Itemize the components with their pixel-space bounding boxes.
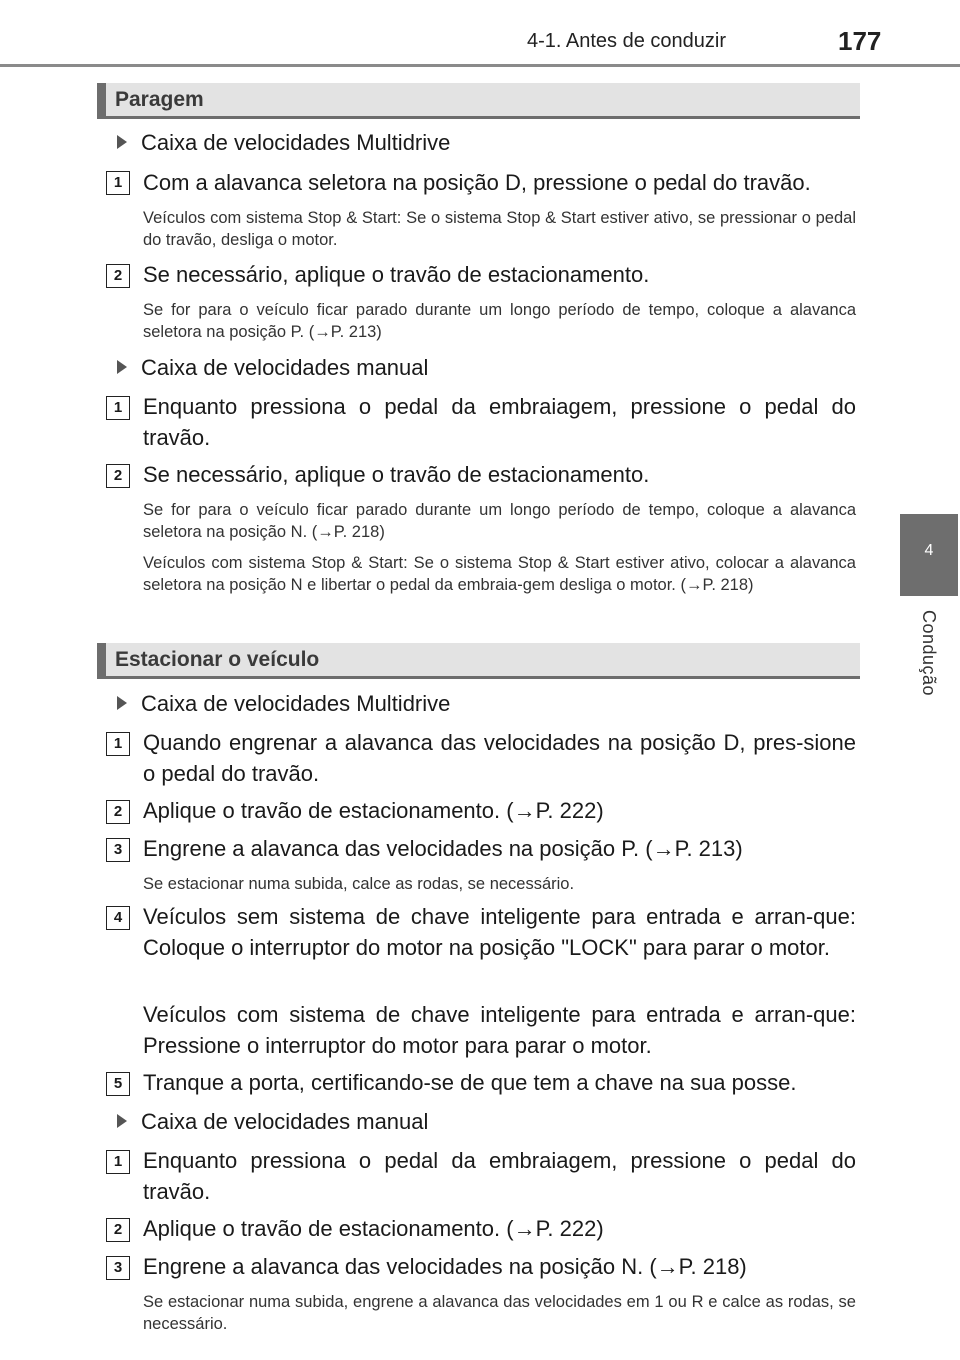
step-text: Se necessário, aplique o travão de estacionamento. [143, 462, 650, 487]
subheading: Caixa de velocidades manual [117, 355, 428, 381]
step-text: Aplique o travão de estacionamento. (→P. 222) [143, 1216, 604, 1241]
step-number: 3 [106, 838, 130, 862]
step-text: Se necessário, aplique o travão de estacionamento. [143, 262, 650, 287]
header-divider [0, 64, 960, 67]
step-number: 2 [106, 800, 130, 824]
step-number: 2 [106, 1218, 130, 1242]
step-text: Engrene a alavanca das velocidades na posição P. (→P. 213) [143, 836, 743, 861]
step-number: 5 [106, 1072, 130, 1096]
step-text: Com a alavanca seletora na posição D, pressione o pedal do travão. [143, 170, 811, 195]
chapter-tab [900, 514, 958, 596]
step-number: 2 [106, 264, 130, 288]
step-number: 3 [106, 1256, 130, 1280]
step-text: Aplique o travão de estacionamento. (→P. 222) [143, 798, 604, 823]
step-note: Se for para o veículo ficar parado durante um longo período de tempo, coloque a alavanca seletora na posição N. (→P. 218) [143, 501, 856, 541]
triangle-bullet-icon [117, 135, 127, 149]
step-number: 1 [106, 732, 130, 756]
section-title: Paragem [115, 88, 204, 111]
triangle-bullet-icon [117, 360, 127, 374]
subheading: Caixa de velocidades Multidrive [117, 691, 450, 717]
step-text: Quando engrenar a alavanca das velocidades na posição D, pres-sione o pedal do travão. [143, 730, 856, 786]
chapter-number: 4 [924, 542, 934, 559]
step-number: 1 [106, 396, 130, 420]
step-note: Veículos com sistema Stop & Start: Se o sistema Stop & Start estiver ativo, se pressionar o pedal do travão, desliga o motor. [143, 209, 856, 249]
page-number: 177 [838, 26, 882, 56]
step-text: Tranque a porta, certificando-se de que tem a chave na sua posse. [143, 1070, 797, 1095]
step-note: Se for para o veículo ficar parado durante um longo período de tempo, coloque a alavanca seletora na posição P. (→P. 213) [143, 301, 856, 341]
triangle-bullet-icon [117, 1114, 127, 1128]
step-text: Veículos sem sistema de chave inteligente para entrada e arran-que: Coloque o interruptor do motor na posição "LOCK" para parar o motor. [143, 904, 856, 960]
step-note: Se estacionar numa subida, calce as rodas, se necessário. [143, 875, 575, 893]
step-number: 1 [106, 171, 130, 195]
section-title: Estacionar o veículo [115, 648, 320, 671]
subheading: Caixa de velocidades Multidrive [117, 130, 450, 156]
step-note: Veículos com sistema Stop & Start: Se o sistema Stop & Start estiver ativo, colocar a alavanca seletora na posição N e libertar o pedal da embraia-gem desliga o motor. (→P. 218) [143, 554, 856, 594]
step-text: Enquanto pressiona o pedal da embraiagem, pressione o pedal do travão. [143, 1148, 856, 1204]
step-text: Enquanto pressiona o pedal da embraiagem, pressione o pedal do travão. [143, 394, 856, 450]
step-number: 4 [106, 906, 130, 930]
chapter-label: Condução [919, 610, 939, 697]
step-note: Se estacionar numa subida, engrene a alavanca das velocidades em 1 ou R e calce as rodas, se necessário. [143, 1293, 856, 1333]
step-number: 2 [106, 464, 130, 488]
step-number: 1 [106, 1150, 130, 1174]
triangle-bullet-icon [117, 696, 127, 710]
subheading: Caixa de velocidades manual [117, 1109, 428, 1135]
section-heading-paragem [97, 83, 860, 119]
step-text: Engrene a alavanca das velocidades na posição N. (→P. 218) [143, 1254, 747, 1279]
section-heading-estacionar [97, 643, 860, 679]
step-text: Veículos com sistema de chave inteligente para entrada e arran-que: Pressione o interruptor do motor para parar o motor. [143, 1002, 856, 1058]
section-label: 4-1. Antes de conduzir [527, 30, 727, 52]
